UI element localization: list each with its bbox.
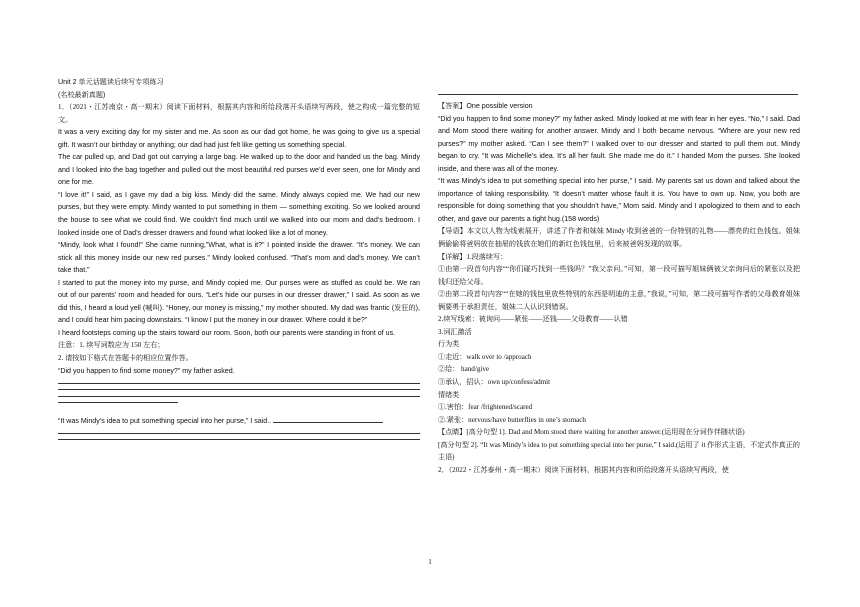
- answer-blank[interactable]: [273, 414, 383, 423]
- left-column: [58, 76, 420, 446]
- highlight-sentence: [高分句型 2]. “It was Mindy’s idea to put something special into her purse,” I said.(运用了 it 作形式主语，不定式作真正的主语): [438, 440, 800, 462]
- story-paragraph: “Mindy, look what I found!” She came running,"What, what is it?" I pointed inside the drawer. “It’s money. We can stick all this money inside our new red purses.” Mindy looked confused. “That’s mom and dad’s money. We can’t take that.”: [58, 241, 420, 275]
- highlight-sentence: 【点睛】[高分句型 1]. Dad and Mom stood there waiting for another answer.(运用现在分词作伴随状语): [438, 428, 745, 437]
- vocab-item: ②.紧张：nervous/have butterflies in one’s stomach: [438, 415, 586, 424]
- answer-line[interactable]: [58, 439, 420, 440]
- vocab-item: ②给： hand/give: [438, 365, 490, 374]
- page-number: 1: [428, 558, 432, 566]
- note-word-count: 注意：1. 续写词数应为 150 左右；: [58, 341, 165, 350]
- story-paragraph: The car pulled up, and Dad got out carrying a large bag. He walked up to the door and handed us the bag. Mindy and I looked into the bag together and pulled out the most beautiful red purses we’d ever seen, one for Mindy and one for me.: [58, 153, 420, 187]
- answer-paragraph: “It was Mindy’s idea to put something special into her purse,” I said. My parents sat us down and talked about the importance of taking responsibility. “It doesn’t matter whose fault it is. You have to own up. Now, you both are responsible for doing something that you shouldn’t have,” Mom said. Mindy and I apologized to them and to each other, and gave our parents a tight hug.(158 words): [438, 177, 800, 223]
- answer-line[interactable]: [58, 396, 420, 397]
- explanation-item: 情绪类: [438, 390, 460, 399]
- explanation-heading: 【详解】1.段落续写：: [438, 252, 508, 261]
- story-paragraph: I heard footsteps coming up the stairs toward our room. Soon, both our parents were standing in front of us.: [58, 328, 396, 337]
- explanation-item: 3.词汇激活: [438, 327, 472, 336]
- answer-heading: 【答案】One possible version: [438, 102, 533, 110]
- story-paragraph: It was a very exciting day for my sister and me. As soon as our dad got home, he was going to give us a special gift. It wasn’t our birthday or anything; our dad had just felt like getting us something special.: [58, 128, 420, 149]
- top-answer-rule: [438, 94, 798, 95]
- worksheet-title: Unit 2 单元话题读后续写专项练习: [58, 78, 164, 86]
- explanation-item: ①由第一段首句内容““你们碰巧找到一些钱吗？”我父亲问。”可知，第一段可描写姐妹俩被父亲询问后的紧张以及把钱归还给父母。: [438, 265, 800, 286]
- explanation-item: 2.续写线索：被询问——紧张——还钱——父母教育——认错: [438, 315, 628, 324]
- guide-text: 【导语】本文以人物为线索展开，讲述了作者和妹妹 Mindy 收到爸爸的一份特别的礼物——漂亮的红色钱包。姐妹俩偷偷将爸妈放在抽屉的钱放在她们的新红色钱包里，后来被爸妈发现的故事。: [438, 227, 800, 249]
- answer-line[interactable]: [58, 402, 178, 403]
- story-paragraph: I started to put the money into my purse, and Mindy copied me. Our purses were as stuffed as could be. We ran out of our parents’ room and headed for ours. “Let’s hide our purses in our dresser drawer,” I said. As soon as we did this, I heard a loud yell (喊叫). “Honey, our money is missing,” my mother shouted. My dad was frantic (发狂的), and I could hear him pacing downstairs. “I know I put the money in our drawer. Where could it be?”: [58, 278, 420, 325]
- answer-line[interactable]: [58, 433, 420, 434]
- vocab-item: ③承认，招认：own up/confess/admit: [438, 378, 551, 387]
- answer-line[interactable]: [58, 383, 420, 384]
- answer-line[interactable]: [58, 389, 420, 390]
- note-format: 2. 请按如下格式在答题卡的相应位置作答。: [58, 354, 193, 363]
- vocab-item: ①.害怕：fear /frightened/scared: [438, 403, 533, 412]
- explanation-item: ②由第二段首句内容““在她的钱包里放些特别的东西是明迪的主意，”我说，”可知，第二段可描写作者的父母教育姐妹俩要勇于承担责任，姐妹二人认识到错误。: [438, 290, 800, 311]
- answer-paragraph: “Did you happen to find some money?” my father asked. Mindy looked at me with fear in her eyes. “No,” I said. Dad and Mom stood there waiting for another answer. Mindy and I both became nervous. “Where are your new red purses?” my mother asked. “Can I see them?” I walked over to our dresser and started to pull them out. Mindy began to cry. “It was Michelle’s idea. It’s all her fault. She made me do it.” I handed Mom the purses. She looked inside, and there was all of the money.: [438, 114, 800, 173]
- vocab-item: ①走近：walk over to /approach: [438, 352, 532, 361]
- right-column: [438, 100, 800, 476]
- opening-line-1: “Did you happen to find some money?” my father asked.: [58, 366, 235, 375]
- explanation-item: 行为类: [438, 340, 460, 349]
- opening-line-2: “It was Mindy’s idea to put something special into her purse,” I said..: [58, 414, 420, 428]
- worksheet-subtitle: (名校最新真题): [58, 90, 106, 99]
- story-paragraph: “I love it!” I said, as I gave my dad a big kiss. Mindy did the same. Mindy always copied me. We had our new purses, but they were empty. Mindy wanted to put something in them — something exciting. So we looked around the house to see what we could find. We couldn’t find much until we walked into our mom and dad’s bedroom. I looked inside one of Dad’s dresser drawers and found what looked like a lot of money.: [58, 190, 420, 237]
- question-1-intro: 1．（2021・江苏南京・高一期末）阅读下面材料，根据其内容和所给段落开头语续写两段，使之构成一篇完整的短文。: [58, 103, 420, 124]
- question-2-intro: 2．（2022・江苏泰州・高一期末）阅读下面材料，根据其内容和所给段落开头语续写两段，使: [438, 465, 729, 474]
